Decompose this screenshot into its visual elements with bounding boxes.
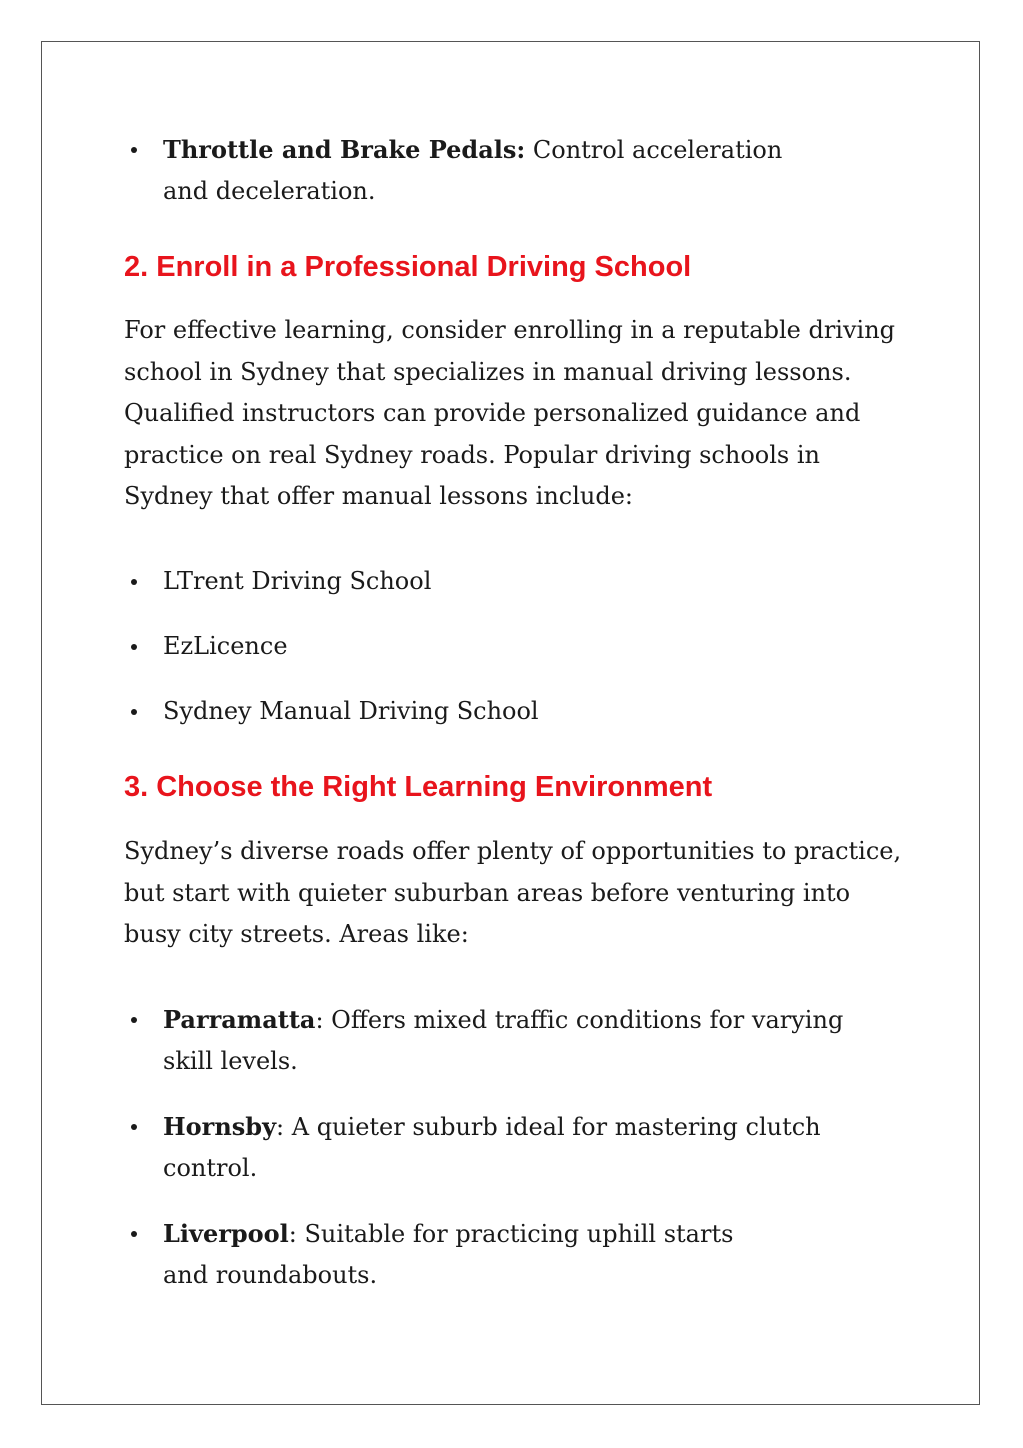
list-item-school — [0, 626, 860, 667]
school-name: EzLicence — [163, 632, 288, 660]
bullet-icon — [131, 147, 137, 153]
areas-list — [0, 999, 900, 1296]
area-term: Hornsby — [163, 1112, 277, 1141]
list-item-school — [0, 691, 860, 732]
area-term: Parramatta — [163, 1005, 316, 1034]
section-heading-environment: 3. Choose the Right Learning Environment — [124, 771, 713, 803]
driving-schools-list — [0, 561, 860, 732]
bullet-icon — [131, 1124, 137, 1130]
list-item-throttle-brake — [0, 129, 820, 212]
bullet-icon — [131, 1017, 137, 1023]
list-item-school — [0, 561, 860, 602]
section-heading-enroll: 2. Enroll in a Professional Driving School — [124, 251, 692, 283]
bullet-icon — [131, 709, 137, 715]
bullet-icon — [131, 1231, 137, 1237]
controls-list — [0, 129, 820, 212]
area-term: Liverpool — [163, 1219, 289, 1248]
school-name: LTrent Driving School — [163, 567, 432, 595]
area-text: : Offers mixed traffic conditions for varying skill levels. — [163, 1006, 844, 1075]
area-text: : A quieter suburb ideal for mastering clutch control. — [163, 1113, 821, 1182]
bullet-icon — [131, 579, 137, 585]
bullet-icon — [131, 644, 137, 650]
school-name: Sydney Manual Driving School — [163, 697, 539, 725]
list-item-text: Control acceleration and deceleration. — [163, 136, 783, 205]
list-item-area — [0, 1213, 780, 1296]
section-2-paragraph: For effective learning, consider enrolling in a reputable driving school in Sydney that specializes in manual driving lessons. Qualified instructors can provide personalized guidance and practice on real Sydney roads. Popular driving schools in Sydney that offer manual lessons include: — [124, 316, 896, 510]
list-item-term: Throttle and Brake Pedals: — [163, 135, 526, 164]
list-item-area — [0, 999, 880, 1082]
area-text: : Suitable for practicing uphill starts and roundabouts. — [163, 1220, 734, 1289]
list-item-area — [0, 1106, 900, 1189]
section-3-paragraph: Sydney’s diverse roads offer plenty of opportunities to practice, but start with quieter suburban areas before venturing into busy city streets. Areas like: — [124, 837, 902, 948]
